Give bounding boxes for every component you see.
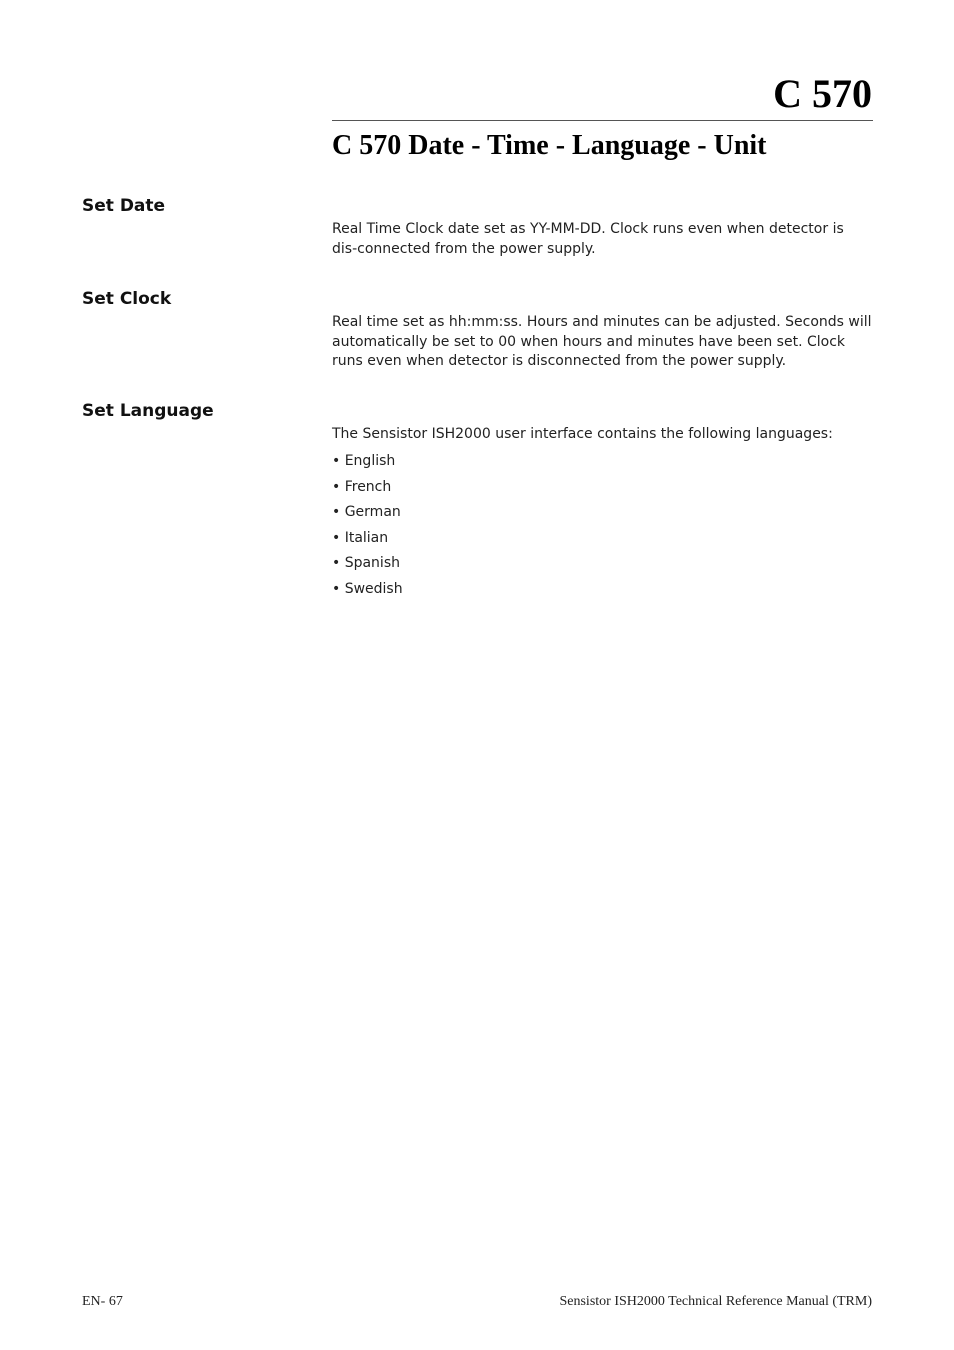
list-item: • English bbox=[332, 453, 396, 469]
chapter-divider bbox=[332, 120, 873, 121]
list-item: • Swedish bbox=[332, 580, 403, 597]
set-language-heading: Set Language bbox=[82, 401, 214, 421]
page-number: EN- 67 bbox=[82, 1294, 123, 1309]
set-language-text: The Sensistor ISH2000 user interface contains the following languages: bbox=[332, 426, 833, 442]
manual-title: Sensistor ISH2000 Technical Reference Manual (TRM) bbox=[559, 1294, 872, 1309]
language-list bbox=[332, 451, 403, 605]
page-title: C 570 Date - Time - Language - Unit bbox=[332, 130, 767, 161]
list-item: • French bbox=[332, 478, 392, 495]
set-date-text: Real Time Clock date set as YY-MM-DD. Clock runs even when detector is dis-connected from the power supply. bbox=[332, 221, 844, 257]
list-item: • Italian bbox=[332, 529, 389, 546]
set-clock-heading: Set Clock bbox=[82, 289, 172, 309]
list-item: • Spanish bbox=[332, 555, 400, 572]
chapter-code: C 570 bbox=[773, 71, 872, 116]
set-clock-text: Real time set as hh:mm:ss. Hours and minutes can be adjusted. Seconds will automatically be set to 00 when hours and minutes have been set. Clock runs even when detector is disconnected from the power supply. bbox=[332, 314, 872, 369]
set-date-heading: Set Date bbox=[82, 196, 166, 216]
list-item: • German bbox=[332, 504, 401, 521]
